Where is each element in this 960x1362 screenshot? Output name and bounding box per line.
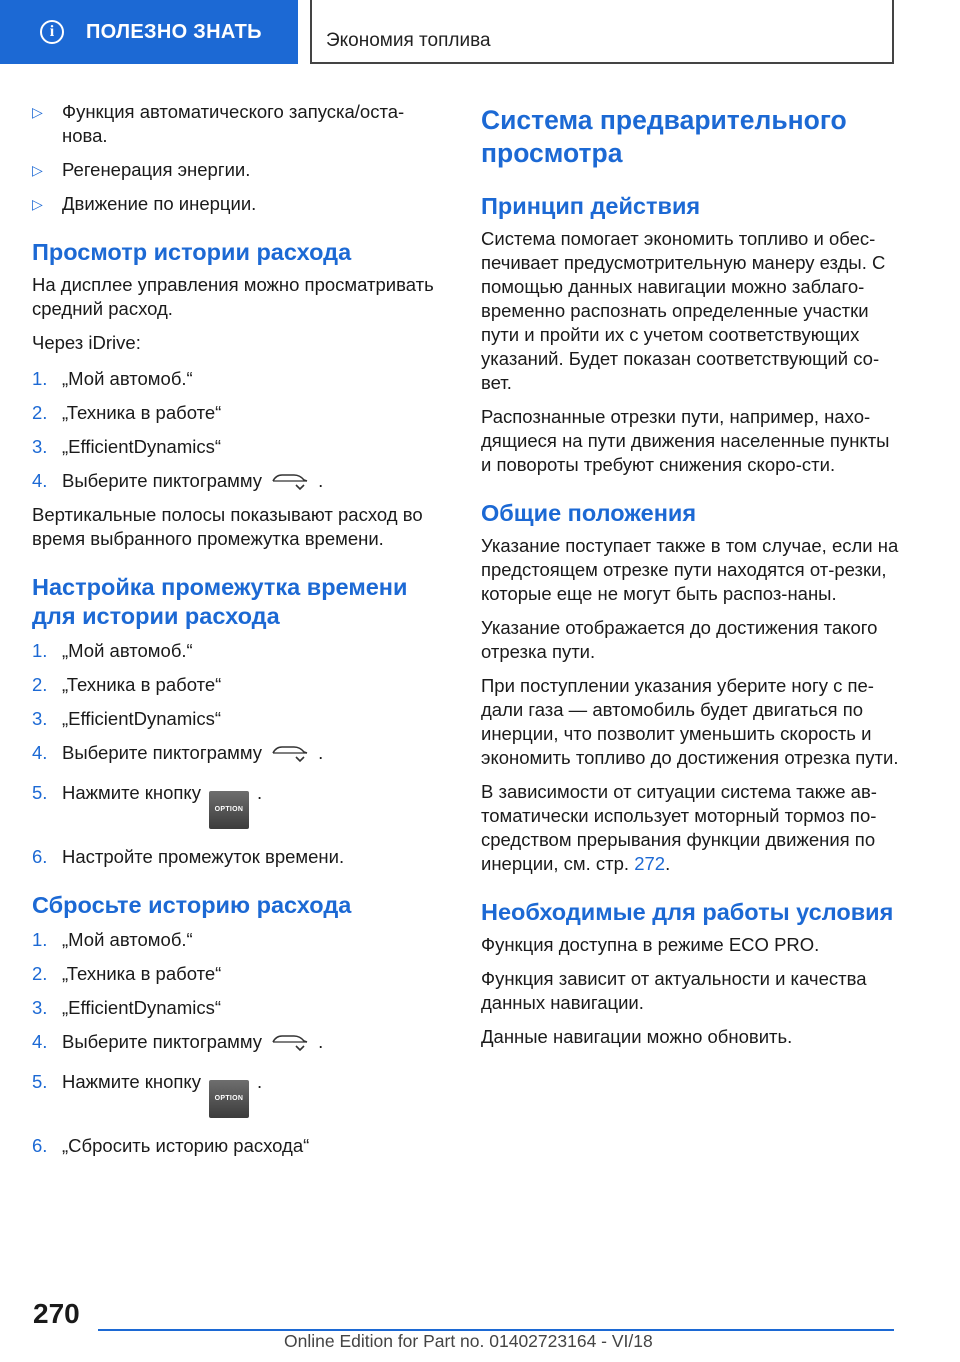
- bullet-triangle-icon: ▷: [32, 196, 43, 212]
- list-item: ▷ Функция автоматического запуска/оста-нова.: [32, 101, 405, 146]
- step-item: 1. „Мой автомоб.“: [32, 640, 193, 661]
- left-column: [32, 100, 442, 1168]
- step-item: 3. „EfficientDynamics“: [32, 708, 222, 729]
- page-number: 270: [33, 1298, 80, 1329]
- paragraph: Указание отображается до достижения такого отрезка пути.: [481, 617, 878, 662]
- header-tab-label: ПОЛЕЗНО ЗНАТЬ: [86, 20, 262, 43]
- bullet-triangle-icon: ▷: [32, 104, 43, 120]
- heading-reset: Сбросьте историю расхода: [32, 892, 352, 918]
- step-item: 3. „EfficientDynamics“: [32, 436, 222, 457]
- heading-conditions: Необходимые для работы условия: [481, 899, 894, 925]
- page-link[interactable]: 272: [634, 853, 666, 874]
- header-section: [310, 0, 894, 64]
- option-button-icon: OPTION: [209, 1080, 249, 1118]
- right-column: [481, 100, 901, 1059]
- step-item: 4. Выберите пиктограмму .: [32, 470, 324, 491]
- bullet-triangle-icon: ▷: [32, 162, 43, 178]
- step-item: 2. „Техника в работе“: [32, 402, 222, 423]
- section-title: Экономия топлива: [326, 30, 491, 51]
- paragraph: Функция доступна в режиме ECO PRO.: [481, 934, 820, 955]
- car-consumption-icon: [270, 743, 310, 765]
- list-item: ▷ Движение по инерции.: [32, 193, 257, 214]
- paragraph: Система помогает экономить топливо и обес-печивает предусмотрительную манеру езды. С помощью данных навигации можно заблаго-временно распознать определенные участки пути и пройти их с учетом соответствующих указаний. Будет показан соответствующий со-вет.: [481, 228, 886, 393]
- step-item: 5. Нажмите кнопкуOPTION.: [32, 781, 442, 829]
- list-item: ▷ Регенерация энергии.: [32, 159, 251, 180]
- paragraph: На дисплее управления можно просматривать средний расход.: [32, 274, 434, 319]
- paragraph: Вертикальные полосы показывают расход во время выбранного промежутка времени.: [32, 504, 423, 549]
- header-tab: [0, 0, 298, 64]
- step-item: 2. „Техника в работе“: [32, 963, 222, 984]
- heading-interval: Настройка промежутка времени для истории расхода: [32, 574, 408, 629]
- paragraph: Распознанные отрезки пути, например, нахо-дящиеся на пути движения населенные пункты и повороты требуют снижения скоро-сти.: [481, 406, 890, 475]
- heading-history: Просмотр истории расхода: [32, 239, 352, 265]
- option-button-icon: OPTION: [209, 791, 249, 829]
- paragraph: Через iDrive:: [32, 332, 141, 353]
- step-item: 6. „Сбросить историю расхода“: [32, 1135, 310, 1156]
- step-item: 6. Настройте промежуток времени.: [32, 846, 345, 867]
- paragraph: При поступлении указания уберите ногу с пе-дали газа — автомобиль будет двигаться по инерции, что позволит уменьшить скорость и экономить топливо до достижения отрезка пути.: [481, 675, 899, 768]
- heading-principle: Принцип действия: [481, 193, 701, 219]
- step-item: 2. „Техника в работе“: [32, 674, 222, 695]
- car-consumption-icon: [270, 1032, 310, 1054]
- car-consumption-icon: [270, 471, 310, 493]
- step-item: 3. „EfficientDynamics“: [32, 997, 222, 1018]
- paragraph: Функция зависит от актуальности и качества данных навигации.: [481, 968, 867, 1013]
- heading-preview-system: Система предварительного просмотра: [481, 105, 847, 168]
- step-item: 4. Выберите пиктограмму .: [32, 742, 324, 763]
- paragraph: Данные навигации можно обновить.: [481, 1026, 793, 1047]
- step-item: 4. Выберите пиктограмму .: [32, 1031, 324, 1052]
- footer-edition: Online Edition for Part no. 01402723164 - VI/18: [284, 1331, 653, 1351]
- paragraph: В зависимости от ситуации система также ав-томатически использует моторный тормоз по-средством прерывания функции движения по инерции, см. стр. 272.: [481, 781, 877, 874]
- info-icon: i: [40, 20, 64, 44]
- step-item: 1. „Мой автомоб.“: [32, 368, 193, 389]
- paragraph: Указание поступает также в том случае, если на предстоящем отрезке пути находятся от-резки, которые еще не могут быть распоз-наны.: [481, 535, 899, 604]
- step-item: 5. Нажмите кнопкуOPTION.: [32, 1070, 442, 1118]
- step-item: 1. „Мой автомоб.“: [32, 929, 193, 950]
- heading-general: Общие положения: [481, 500, 697, 526]
